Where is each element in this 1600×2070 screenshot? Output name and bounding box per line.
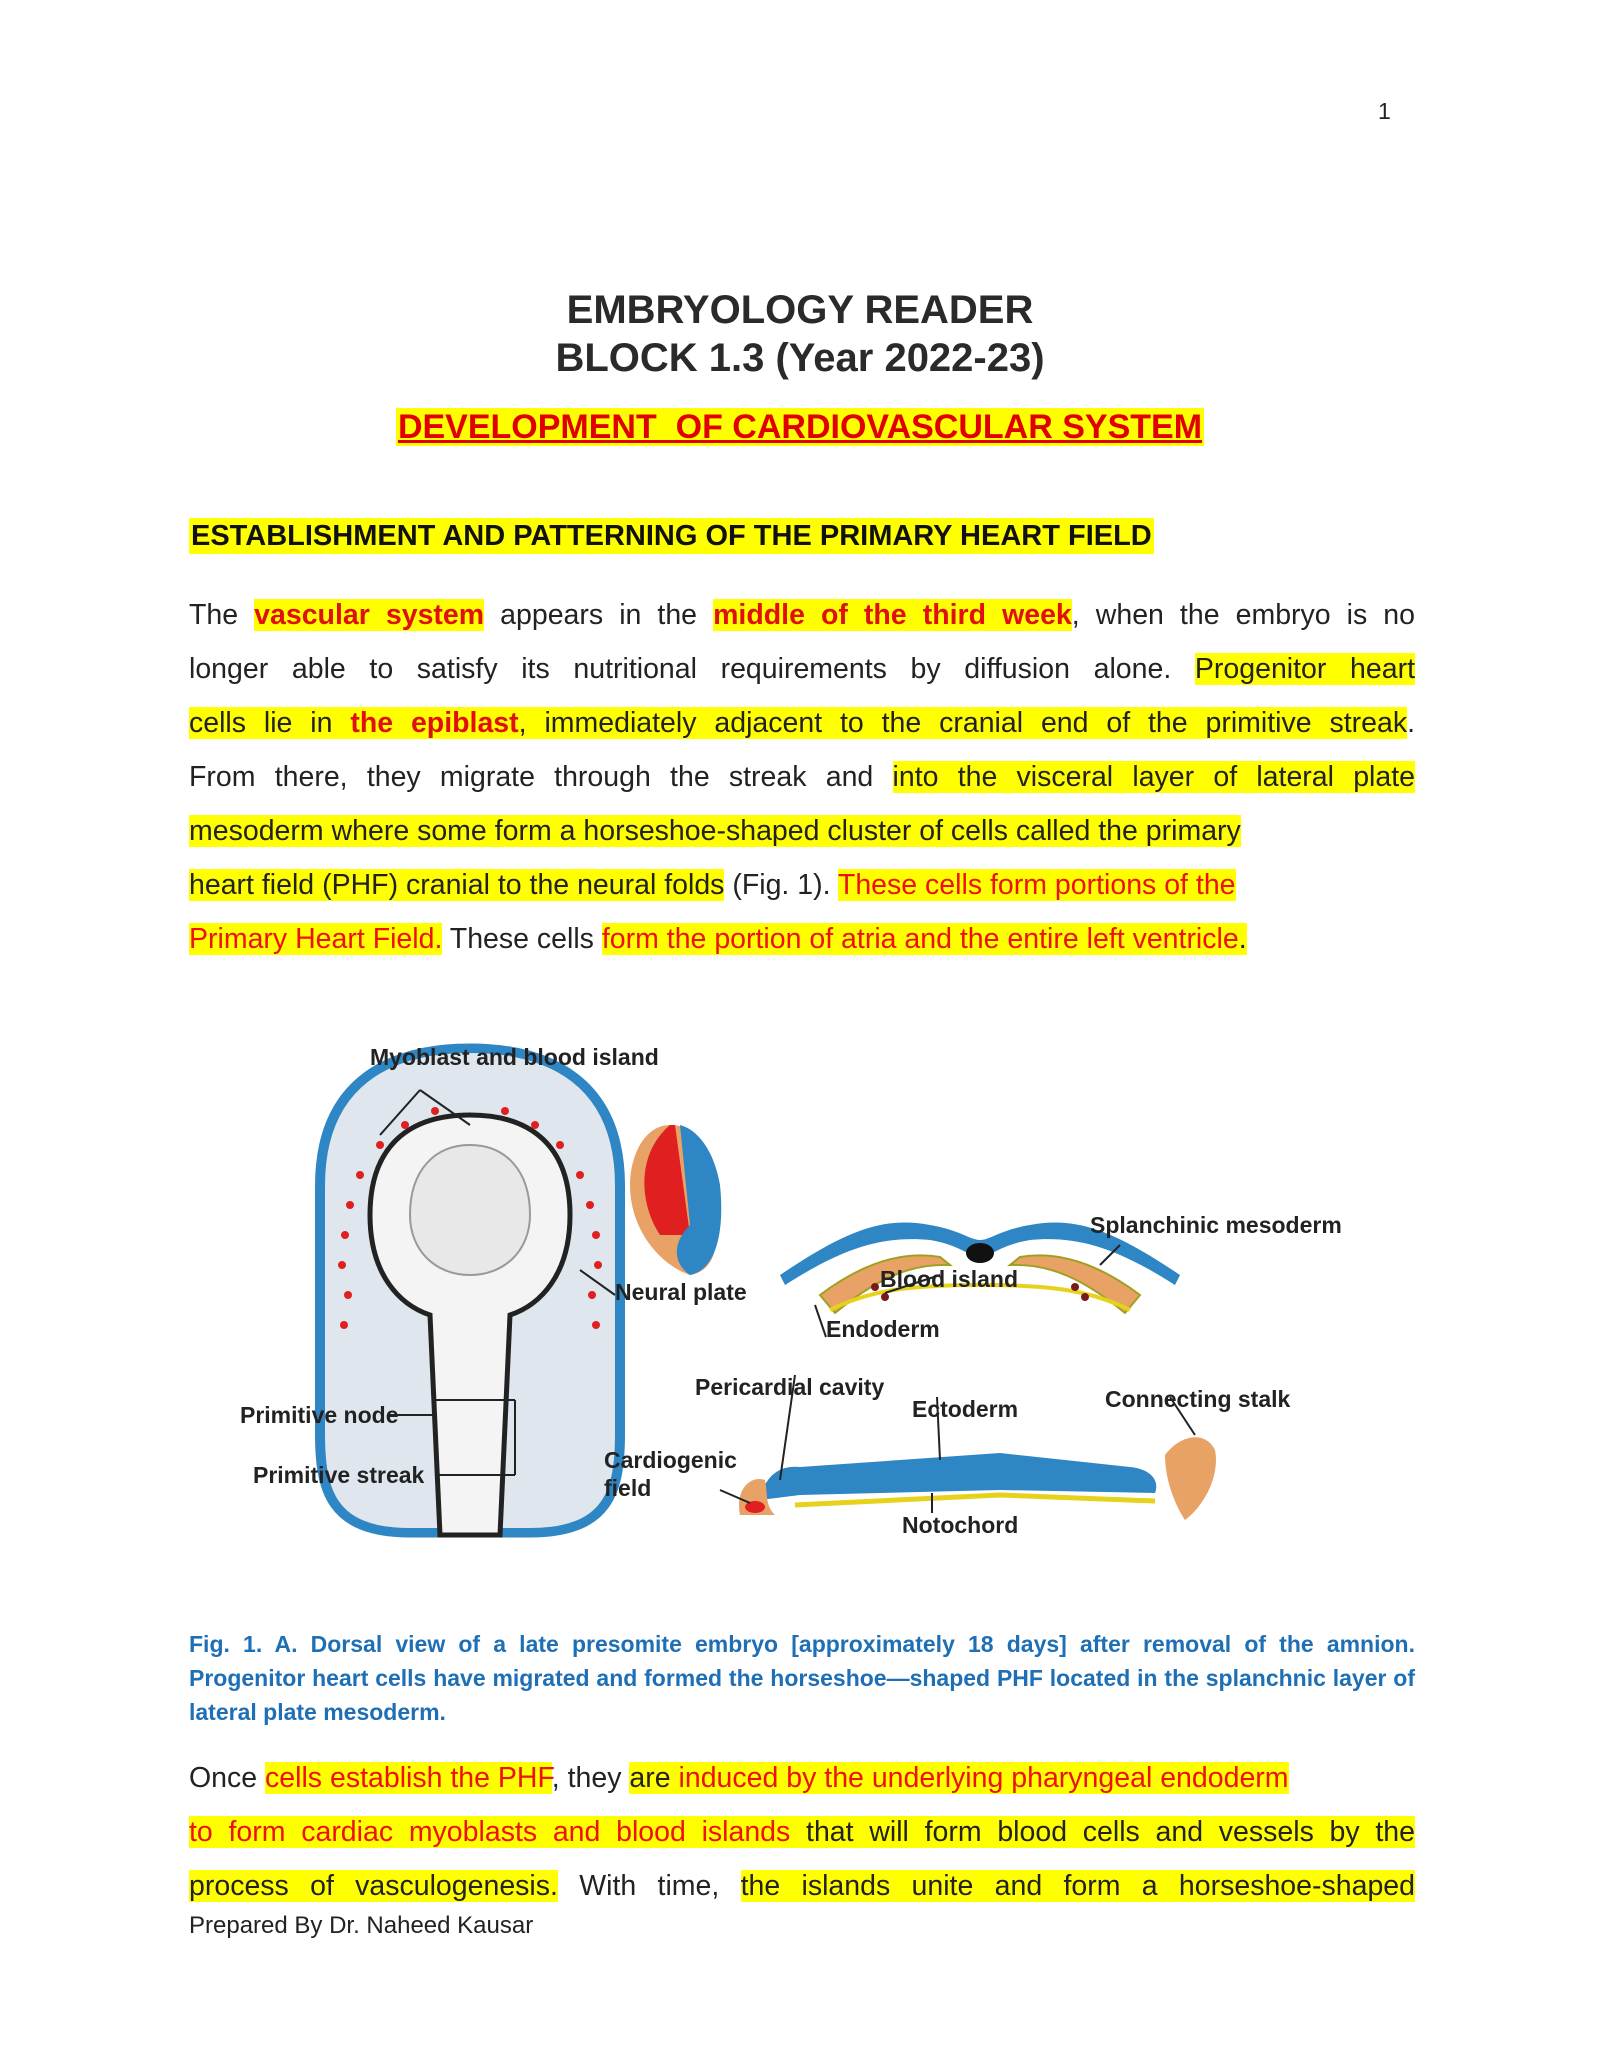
document-title: EMBRYOLOGY READER: [566, 288, 1034, 332]
paragraph-line: cells lie in the epiblast, immediately adjacent to the cranial end of the primitive streak.: [189, 707, 1415, 739]
label-primitive-streak: Primitive streak: [253, 1462, 425, 1488]
paragraph-line: to form cardiac myoblasts and blood islands that will form blood cells and vessels by the: [189, 1816, 1415, 1848]
label-cardiogenic-field: field: [604, 1475, 652, 1501]
paragraph-line: heart field (PHF) cranial to the neural folds (Fig. 1). These cells form portions of the: [189, 869, 1236, 901]
embryo-diagram: [220, 1035, 1380, 1575]
ectoderm-band: [760, 1453, 1156, 1500]
paragraph-line: mesoderm where some form a horseshoe-shaped cluster of cells called the primary: [189, 815, 1241, 847]
paragraph-line: The vascular system appears in the middle of the third week, when the embryo is no: [189, 599, 1415, 631]
subject-text: DEVELOPMENT OF CARDIOVASCULAR SYSTEM: [397, 408, 1203, 446]
figure-caption: Fig. 1. A. Dorsal view of a late presomite embryo [approximately 18 days] after removal of the amnion. Progenitor heart cells have migrated and formed the horseshoe—shaped PHF located in the splanchnic layer of lateral plate mesoderm.: [189, 1631, 1415, 1725]
label-endoderm: Endoderm: [826, 1316, 940, 1342]
label-primitive-node: Primitive node: [240, 1402, 399, 1428]
head-fold-shape: [410, 1145, 530, 1275]
label-splanchnic: Splanchinic mesoderm: [1090, 1212, 1342, 1238]
paragraph-line: process of vasculogenesis. With time, the islands unite and form a horseshoe-shaped: [189, 1870, 1415, 1902]
connecting-stalk-shape: [1165, 1437, 1216, 1520]
paragraph-2: [189, 1751, 1415, 1913]
label-connecting-stalk: Connecting stalk: [1105, 1386, 1291, 1412]
paragraph-line: longer able to satisfy its nutritional requirements by diffusion alone. Progenitor heart: [189, 653, 1415, 685]
label-notochord: Notochord: [902, 1512, 1019, 1538]
block-subtitle: BLOCK 1.3 (Year 2022-23): [555, 336, 1045, 380]
label-ectoderm: Ectoderm: [912, 1396, 1019, 1422]
paragraph-line: Primary Heart Field. These cells form the portion of atria and the entire left ventricle.: [189, 923, 1247, 955]
title-block: [0, 286, 1600, 382]
footer-author: Prepared By Dr. Naheed Kausar: [189, 1912, 534, 1939]
section-heading: [189, 520, 1154, 553]
figure-1: [220, 1035, 1380, 1575]
page-number: 1: [1378, 98, 1391, 124]
notochord-dot: [966, 1243, 994, 1263]
endoderm-band: [795, 1495, 1155, 1505]
label-myoblast: Myoblast and blood island: [370, 1044, 659, 1070]
label-cardiogenic: Cardiogenic: [604, 1447, 737, 1473]
paragraph-1: [189, 588, 1415, 966]
label-blood-island: Blood island: [880, 1266, 1018, 1292]
paragraph-line: Once cells establish the PHF, they are induced by the underlying pharyngeal endoderm: [189, 1762, 1289, 1794]
paragraph-line: From there, they migrate through the streak and into the visceral layer of lateral plate: [189, 761, 1416, 793]
label-neural-plate: Neural plate: [615, 1279, 747, 1305]
label-pericardial: Pericardial cavity: [695, 1374, 885, 1400]
heart-field-color-map: [630, 1125, 721, 1275]
section-heading-text: ESTABLISHMENT AND PATTERNING OF THE PRIMARY HEART FIELD: [191, 520, 1152, 552]
subject-heading: [0, 408, 1600, 447]
